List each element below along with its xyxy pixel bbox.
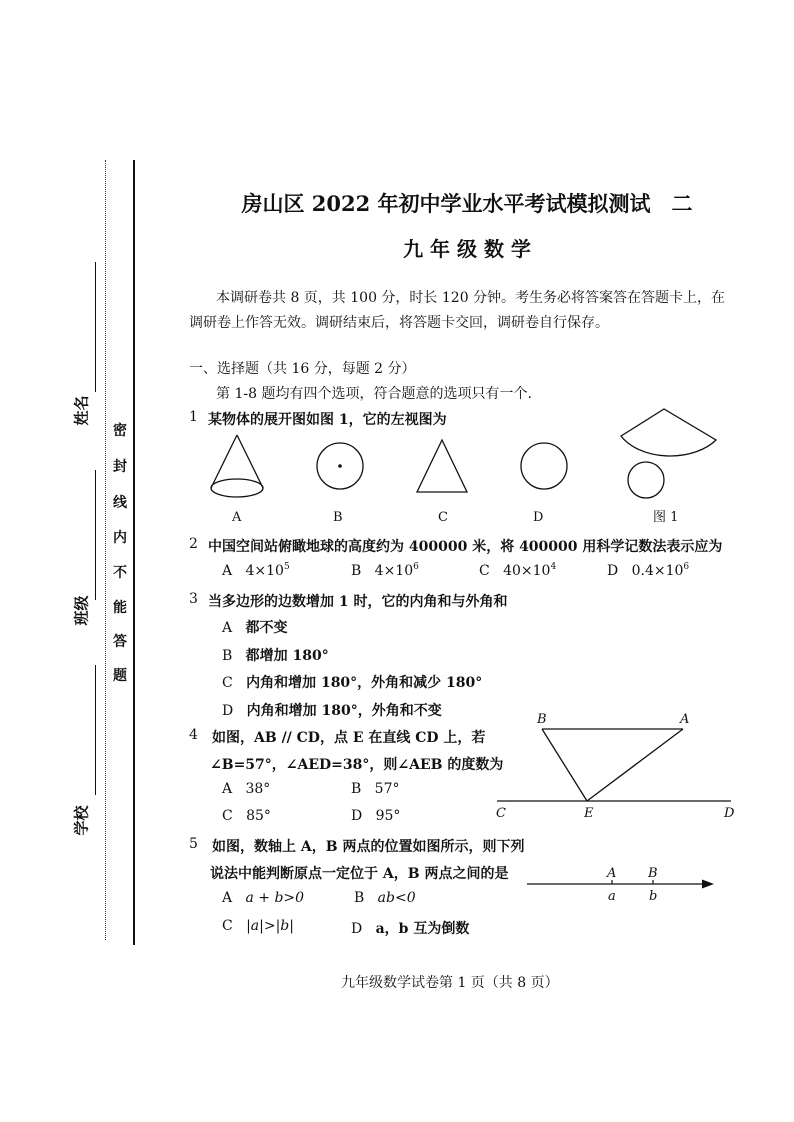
q4-point-d: D bbox=[724, 806, 735, 821]
q5-point-b: B bbox=[648, 866, 658, 881]
q4-number: 4 bbox=[189, 727, 198, 743]
q3-number: 3 bbox=[189, 591, 198, 607]
q2-option-b: B $4\times 10^6$ bbox=[351, 562, 419, 579]
q2-option-c: C $40\times 10^4$ bbox=[479, 562, 557, 579]
q4-option-d: D 95° bbox=[351, 808, 401, 824]
q1-number: 1 bbox=[189, 409, 198, 425]
q1-label-d: D bbox=[533, 510, 544, 525]
q4-option-a: A 38° bbox=[222, 781, 271, 797]
q5-option-b: B ab<0 bbox=[354, 890, 416, 906]
q5-value-a: a bbox=[608, 889, 616, 904]
q4-stem-line-1: 如图，AB // CD，点 E 在直线 CD 上，若 bbox=[212, 730, 486, 746]
q4-point-e: E bbox=[584, 806, 594, 821]
q1-label-c: C bbox=[438, 510, 448, 525]
section-heading: 一、选择题（共 16 分，每题 2 分） bbox=[189, 361, 416, 377]
q1-label-b: B bbox=[333, 510, 343, 525]
seal-char: 题 bbox=[113, 668, 127, 684]
seal-char: 密 bbox=[113, 423, 127, 439]
seal-char: 不 bbox=[113, 565, 127, 581]
intro-line-2: 调研卷上作答无效。调研结束后，将答题卡交回，调研卷自行保存。 bbox=[189, 315, 609, 331]
intro-line-1: 本调研卷共 8 页，共 100 分，时长 120 分钟。考生务必将答案答在答题卡上，在 bbox=[216, 290, 726, 306]
seal-char: 封 bbox=[113, 459, 127, 475]
q4-point-c: C bbox=[496, 806, 506, 821]
subject-title: 九 年 级 数 学 bbox=[403, 237, 531, 261]
q5-option-d: D a，b 互为倒数 bbox=[351, 921, 470, 937]
q4-stem-line-2: ∠B=57°，∠AED=38°，则∠AEB 的度数为 bbox=[210, 757, 504, 773]
exam-title: 房山区 2022 年初中学业水平考试模拟测试 二 bbox=[241, 191, 693, 216]
q1-stem: 某物体的展开图如图 1，它的左视图为 bbox=[208, 412, 447, 428]
q5-number: 5 bbox=[189, 836, 198, 852]
q3-option-b: B 都增加 180° bbox=[222, 648, 329, 664]
q4-point-a: A bbox=[680, 712, 690, 727]
seal-char: 答 bbox=[113, 634, 127, 650]
school-label: 学校 bbox=[72, 805, 91, 836]
name-label: 姓名 bbox=[72, 395, 91, 426]
q5-stem-line-1: 如图，数轴上 A，B 两点的位置如图所示，则下列 bbox=[212, 839, 525, 855]
seal-char: 内 bbox=[113, 530, 127, 546]
q1-figure-caption: 图 1 bbox=[653, 510, 679, 525]
q4-point-b: B bbox=[537, 712, 547, 727]
q5-point-a: A bbox=[607, 866, 617, 881]
q2-stem: 中国空间站俯瞰地球的高度约为 400000 米，将 400000 用科学记数法表示应为 bbox=[208, 539, 723, 555]
q4-option-b: B 57° bbox=[351, 781, 400, 797]
seal-char: 能 bbox=[113, 600, 127, 616]
q3-stem: 当多边形的边数增加 1 时，它的内角和与外角和 bbox=[208, 594, 508, 610]
q3-option-c: C 内角和增加 180°，外角和减少 180° bbox=[222, 675, 483, 691]
q5-option-a: A a + b>0 bbox=[222, 890, 305, 906]
q5-option-c: C |a|>|b| bbox=[222, 918, 294, 934]
q3-option-a: A 都不变 bbox=[222, 620, 288, 636]
section-instruction: 第 1-8 题均有四个选项，符合题意的选项只有一个. bbox=[216, 386, 532, 402]
q5-value-b: b bbox=[649, 889, 658, 904]
q1-label-a: A bbox=[232, 510, 242, 525]
seal-char: 线 bbox=[113, 495, 127, 511]
q2-number: 2 bbox=[189, 536, 198, 552]
q2-option-a: A $4\times 10^5$ bbox=[222, 562, 290, 579]
q5-stem-line-2: 说法中能判断原点一定位于 A，B 两点之间的是 bbox=[210, 866, 509, 882]
q3-option-d: D 内角和增加 180°，外角和不变 bbox=[222, 703, 442, 719]
q4-option-c: C 85° bbox=[222, 808, 271, 824]
class-label: 班级 bbox=[72, 595, 91, 626]
q2-option-d: D $0.4\times 10^6$ bbox=[607, 562, 690, 579]
page-footer: 九年级数学试卷第 1 页（共 8 页） bbox=[341, 975, 559, 991]
